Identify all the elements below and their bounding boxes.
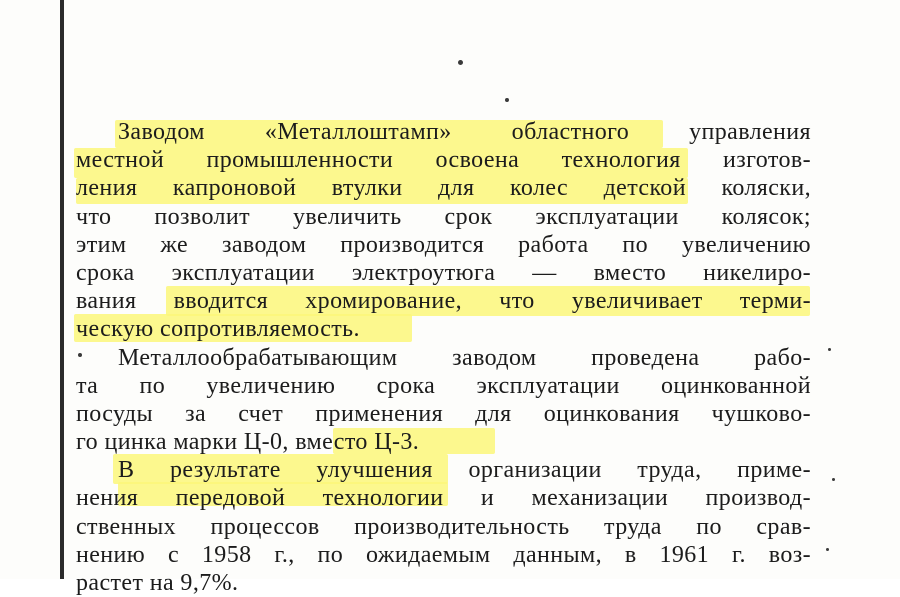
scan-speck	[832, 478, 835, 481]
paragraph-1	[76, 118, 811, 344]
text-line: что позволит увеличить срок эксплуатации колясок;	[76, 203, 811, 230]
text-line: растет на 9,7%.	[76, 570, 239, 596]
text-line: ственных процессов производительность труда по срав-	[76, 513, 811, 540]
text-line: Металлообрабатывающим заводом проведена рабо-	[118, 344, 811, 371]
scan-speck	[826, 548, 829, 551]
document-body	[76, 118, 811, 597]
text-line: ления капроновой втулки для колес детской коляски,	[76, 175, 811, 202]
text-line: В результате улучшения организации труда, приме-	[118, 457, 811, 484]
text-line: местной промышленности освоена технология изготов-	[76, 147, 811, 174]
text-line: Заводом «Металлоштамп» областного управления	[118, 119, 811, 145]
text-line: вания вводится хромирование, что увеличивает терми-	[76, 288, 811, 315]
paragraph-3	[76, 456, 811, 597]
text-line: ческую сопротивляемость.	[76, 316, 360, 343]
text-line: посуды за счет применения для оцинкования чушково-	[76, 400, 811, 427]
text-line: срока эксплуатации электроутюга — вместо никелиро-	[76, 259, 811, 286]
scan-speck	[828, 348, 831, 351]
text-line: нения передовой технологии и механизации производ-	[76, 485, 811, 512]
text-line: нению с 1958 г., по ожидаемым данным, в 1961 г. воз-	[76, 541, 811, 568]
text-line: этим же заводом производится работа по увеличению	[76, 231, 811, 258]
scan-speck	[505, 98, 509, 102]
text-line: го цинка марки Ц-0, вместо Ц-3.	[76, 429, 420, 456]
scan-speck	[458, 60, 463, 65]
paragraph-2	[76, 344, 811, 457]
text-line: та по увеличению срока эксплуатации оцинкованной	[76, 372, 811, 399]
page-edge-shadow	[60, 0, 64, 579]
